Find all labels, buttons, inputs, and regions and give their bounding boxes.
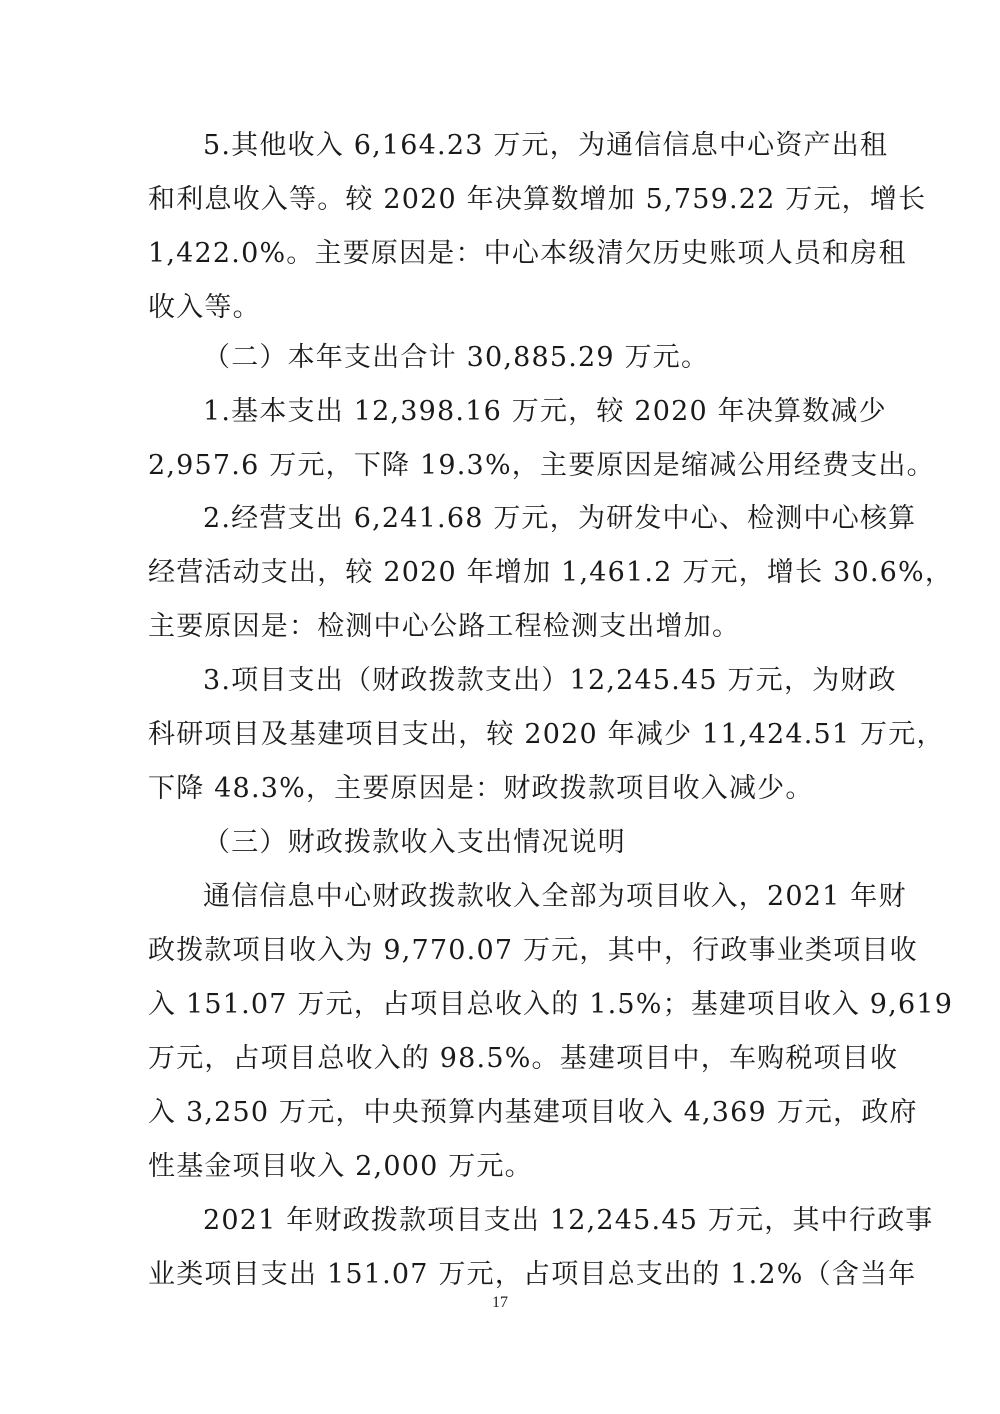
section-heading-expenditure-total: （二）本年支出合计 30,885.29 万元。 — [203, 342, 710, 373]
paragraph-operating-expenditure-line-1: 2.经营支出 6,241.68 万元，为研发中心、检测中心核算 — [203, 503, 917, 534]
paragraph-fiscal-income-line-5: 入 3,250 万元，中央预算内基建项目收入 4,369 万元，政府 — [148, 1097, 918, 1128]
paragraph-project-expenditure-line-3: 下降 48.3%，主要原因是：财政拨款项目收入减少。 — [148, 773, 814, 804]
paragraph-operating-expenditure-line-2: 经营活动支出，较 2020 年增加 1,461.2 万元，增长 30.6%， — [148, 557, 954, 588]
paragraph-other-income-line-3: 1,422.0%。主要原因是：中心本级清欠历史账项人员和房租 — [148, 238, 907, 269]
paragraph-other-income-line-4: 收入等。 — [148, 292, 261, 323]
paragraph-fiscal-income-line-2: 政拨款项目收入为 9,770.07 万元，其中，行政事业类项目收 — [148, 935, 918, 966]
paragraph-fiscal-income-line-3: 入 151.07 万元，占项目总收入的 1.5%；基建项目收入 9,619 — [148, 989, 954, 1020]
paragraph-project-expenditure-line-1: 3.项目支出（财政拨款支出）12,245.45 万元，为财政 — [203, 665, 897, 696]
paragraph-fiscal-expenditure-line-2: 业类项目支出 151.07 万元，占项目总支出的 1.2%（含当年 — [148, 1259, 917, 1290]
section-heading-fiscal-appropriation: （三）财政拨款收入支出情况说明 — [203, 827, 626, 858]
paragraph-fiscal-expenditure-line-1: 2021 年财政拨款项目支出 12,245.45 万元，其中行政事 — [203, 1205, 934, 1236]
paragraph-fiscal-income-line-6: 性基金项目收入 2,000 万元。 — [148, 1151, 533, 1182]
paragraph-project-expenditure-line-2: 科研项目及基建项目支出，较 2020 年减少 11,424.51 万元， — [148, 719, 945, 750]
paragraph-operating-expenditure-line-3: 主要原因是：检测中心公路工程检测支出增加。 — [148, 611, 741, 642]
paragraph-fiscal-income-line-4: 万元，占项目总收入的 98.5%。基建项目中，车购税项目收 — [148, 1043, 899, 1074]
paragraph-fiscal-income-line-1: 通信信息中心财政拨款收入全部为项目收入，2021 年财 — [203, 881, 907, 912]
paragraph-other-income-line-2: 和利息收入等。较 2020 年决算数增加 5,759.22 万元，增长 — [148, 184, 927, 215]
page-number: 17 — [492, 1294, 508, 1311]
paragraph-basic-expenditure-line-1: 1.基本支出 12,398.16 万元，较 2020 年决算数减少 — [203, 396, 887, 427]
paragraph-other-income-line-1: 5.其他收入 6,164.23 万元，为通信信息中心资产出租 — [203, 130, 889, 161]
paragraph-basic-expenditure-line-2: 2,957.6 万元，下降 19.3%，主要原因是缩减公用经费支出。 — [148, 450, 935, 481]
